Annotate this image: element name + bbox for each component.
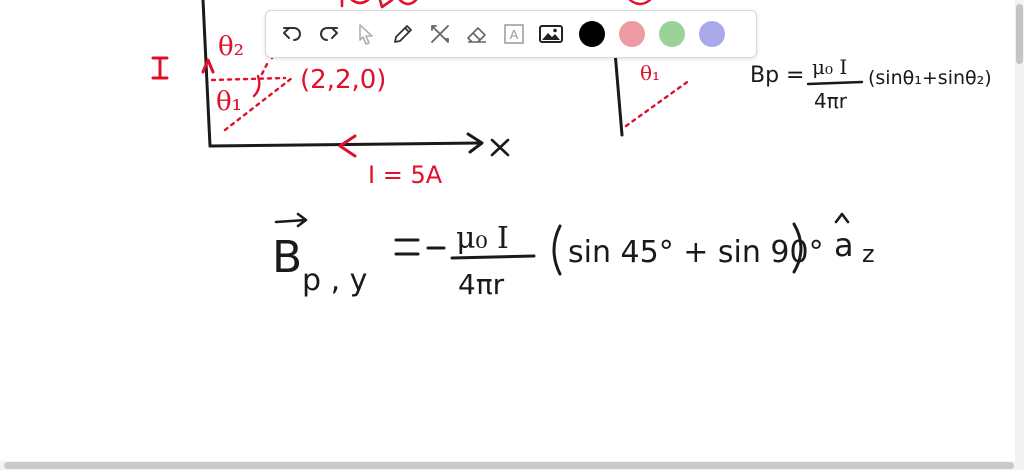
eraser-button[interactable] xyxy=(461,18,493,50)
eraser-icon xyxy=(465,22,489,46)
svg-text:sin 45° + sin 90°: sin 45° + sin 90° xyxy=(568,235,824,270)
axis-x-label xyxy=(492,140,508,155)
svg-text:μ₀ I: μ₀ I xyxy=(812,55,848,79)
svg-text:B: B xyxy=(272,232,303,283)
svg-text:μ₀ I: μ₀ I xyxy=(456,221,509,256)
svg-text:A: A xyxy=(509,27,519,42)
horizontal-scrollbar-thumb[interactable] xyxy=(4,462,1014,469)
color-swatch-blue[interactable] xyxy=(699,21,725,47)
color-swatch-green[interactable] xyxy=(659,21,685,47)
image-icon xyxy=(538,22,564,46)
tools-button[interactable] xyxy=(424,18,456,50)
vertical-scrollbar-thumb[interactable] xyxy=(1016,4,1023,64)
pen-button[interactable] xyxy=(387,18,419,50)
redo-icon xyxy=(317,22,341,46)
current-value-label: I = 5A xyxy=(368,161,443,189)
svg-text:4πr: 4πr xyxy=(814,89,847,113)
theta1-label: θ₁ xyxy=(216,87,243,117)
point-label: (2,2,0) xyxy=(300,65,387,95)
drawing-toolbar xyxy=(265,10,757,58)
svg-text:a: a xyxy=(834,226,854,264)
text-button[interactable] xyxy=(498,18,530,50)
bp-formula xyxy=(750,55,992,113)
color-swatch-black[interactable] xyxy=(579,21,605,47)
svg-text:4πr: 4πr xyxy=(458,268,505,301)
select-button[interactable] xyxy=(350,18,382,50)
tools-icon xyxy=(428,22,452,46)
color-swatch-red[interactable] xyxy=(619,21,645,47)
main-equation xyxy=(272,214,875,301)
horizontal-scrollbar[interactable] xyxy=(0,461,1024,470)
theta2-label: θ₂ xyxy=(218,32,245,62)
undo-button[interactable] xyxy=(276,18,308,50)
svg-text:z: z xyxy=(862,240,875,268)
pen-icon xyxy=(391,22,415,46)
current-label-I xyxy=(153,58,167,78)
text-icon xyxy=(502,22,526,46)
svg-text:Bp =: Bp = xyxy=(750,63,805,88)
svg-text:(sinθ₁+sinθ₂): (sinθ₁+sinθ₂) xyxy=(868,67,992,89)
svg-text:p , y: p , y xyxy=(302,263,368,298)
undo-icon xyxy=(280,22,304,46)
pointer-icon xyxy=(354,22,378,46)
vertical-scrollbar[interactable] xyxy=(1015,0,1024,470)
image-button[interactable] xyxy=(535,18,567,50)
redo-button[interactable] xyxy=(313,18,345,50)
right-theta1-label: θ₁ xyxy=(640,61,661,85)
